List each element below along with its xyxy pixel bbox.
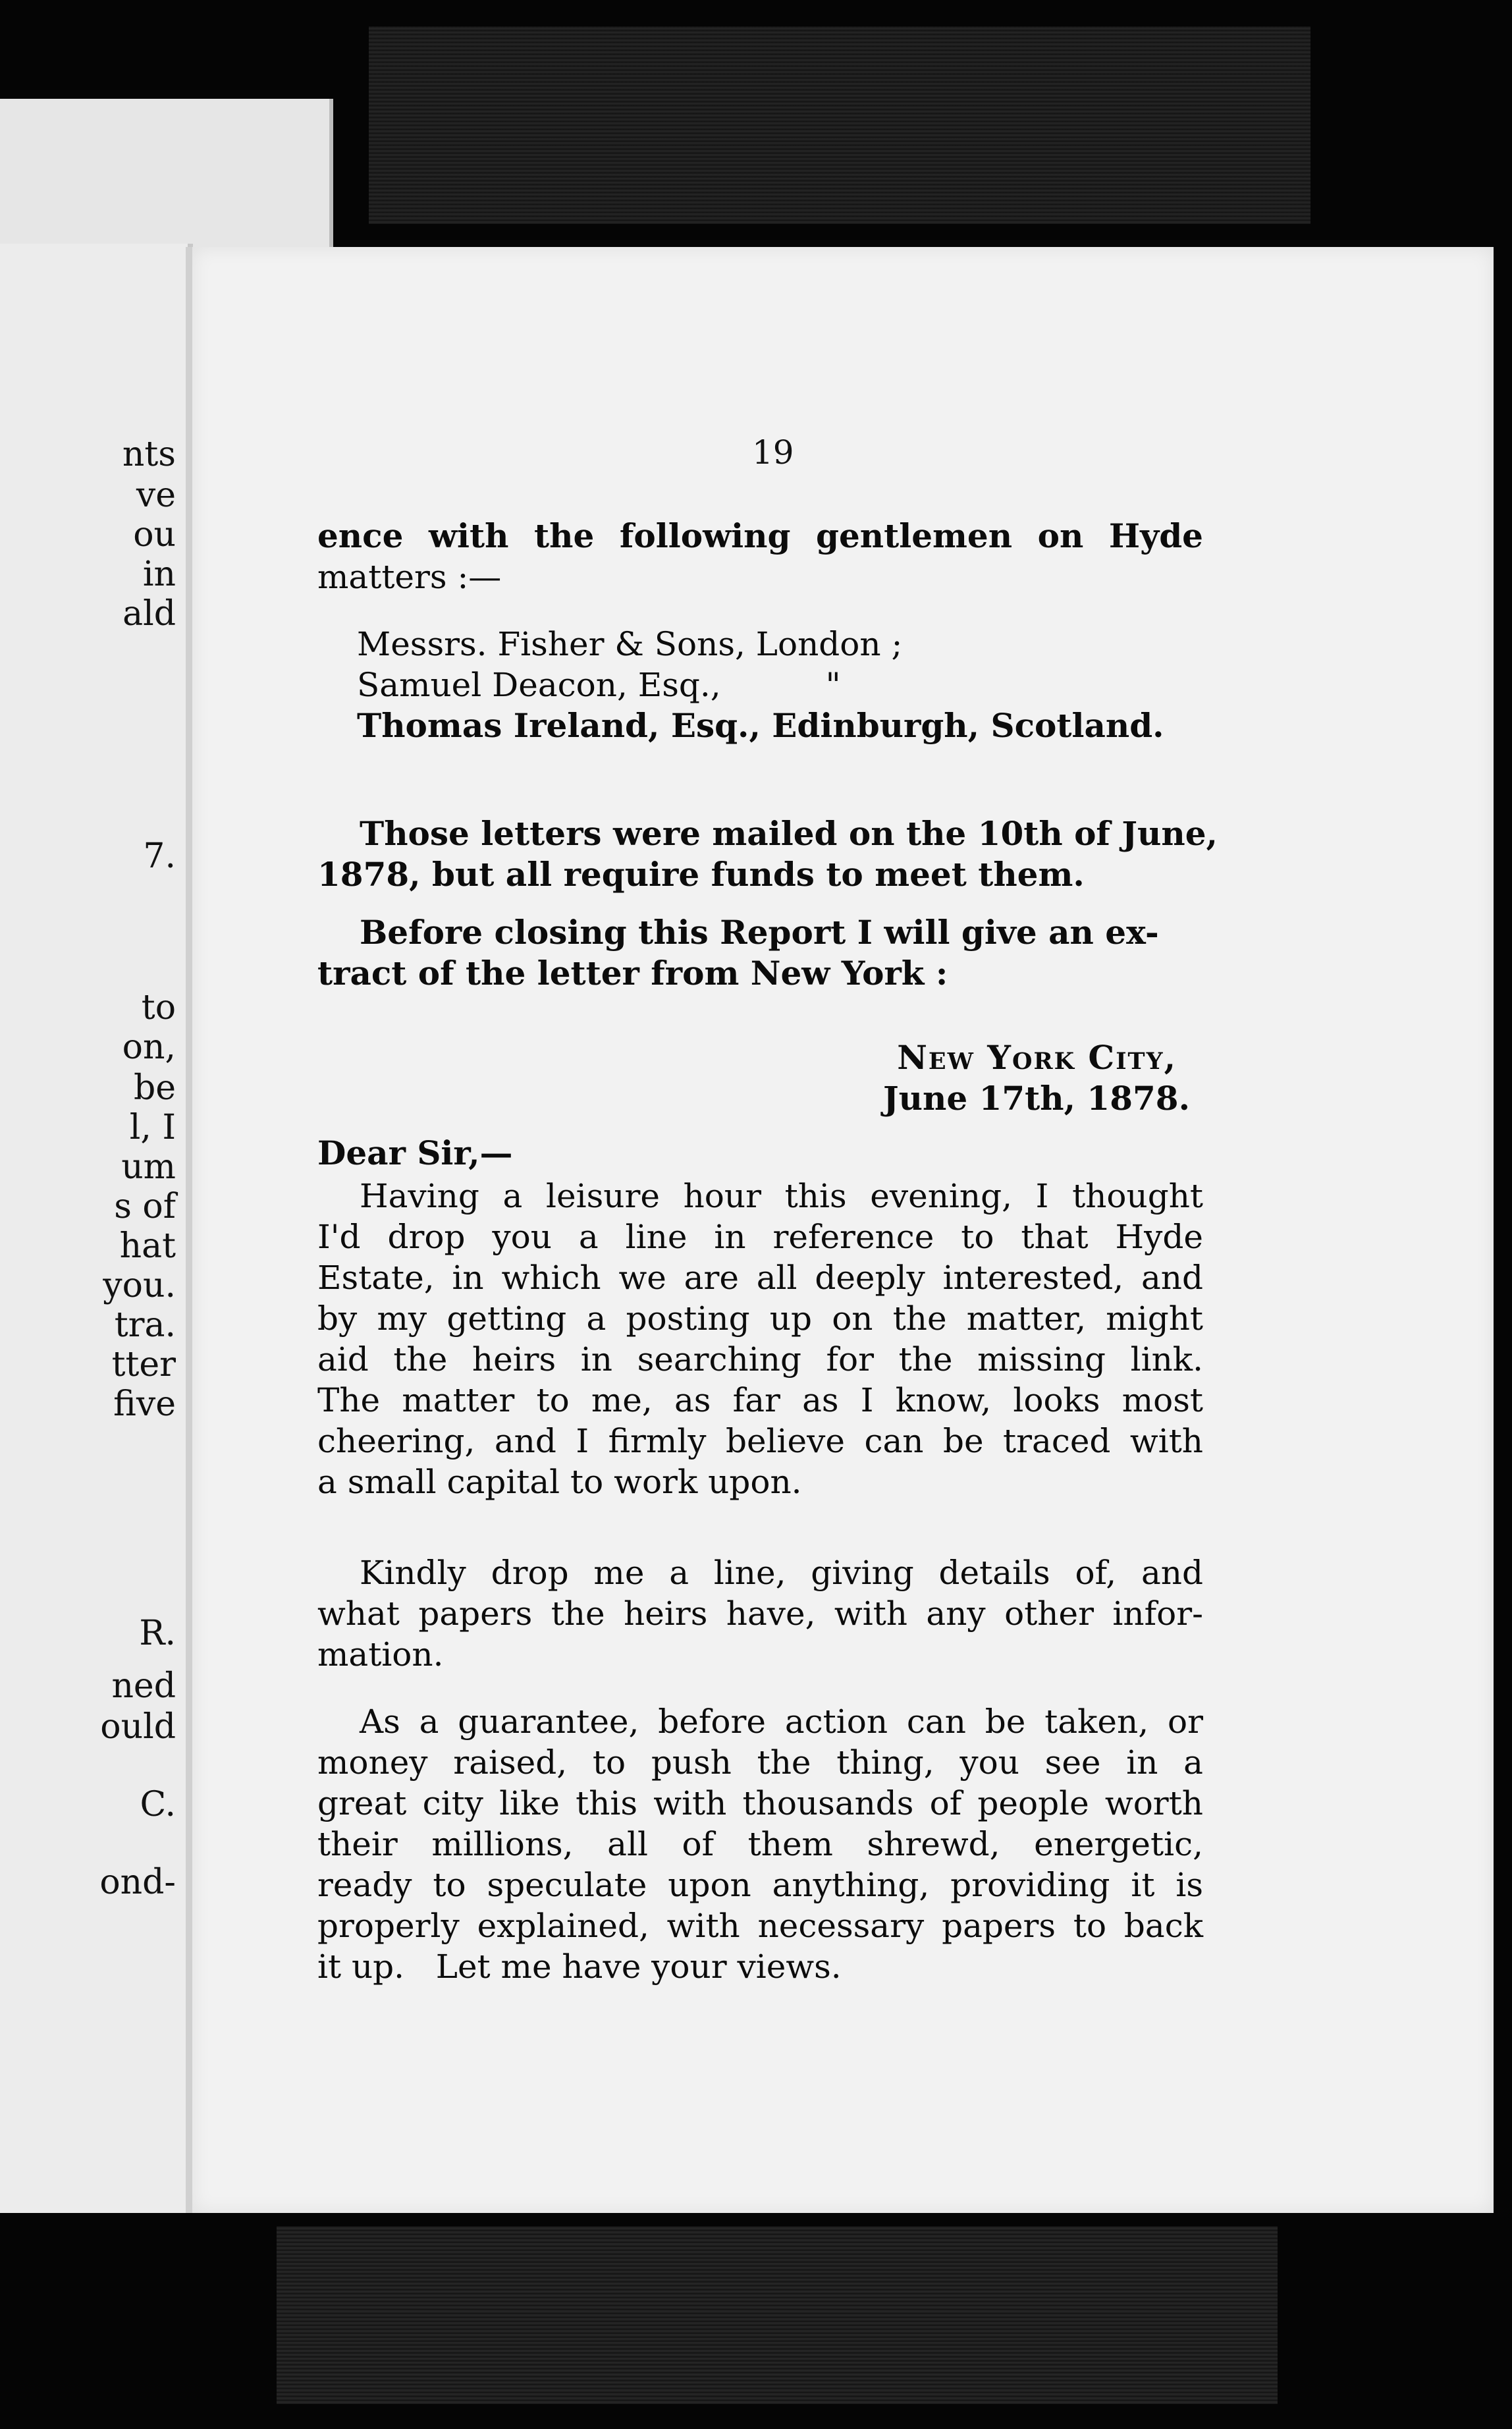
- left-page-fragment: ald: [122, 594, 176, 634]
- letter-date: June 17th, 1878.: [883, 1079, 1190, 1118]
- left-facing-page: [0, 244, 193, 2213]
- text-line: aid the heirs in searching for the missing link.: [317, 1340, 1203, 1378]
- left-page-fragment: l, I: [129, 1108, 176, 1147]
- left-page-fragment: ould: [100, 1707, 176, 1747]
- left-page-fragment: hat: [119, 1226, 176, 1266]
- text-line: money raised, to push the thing, you see in a: [317, 1743, 1203, 1782]
- text-line: what papers the heirs have, with any other infor-: [317, 1595, 1203, 1633]
- opening-paragraph: [317, 516, 1203, 597]
- dark-background-band-bottom: [277, 2226, 1278, 2404]
- letter-place: New York City,: [897, 1038, 1177, 1077]
- text-line: Kindly drop me a line, giving details of, and: [360, 1554, 1203, 1592]
- left-page-fragment: tra.: [114, 1305, 176, 1345]
- text-line: cheering, and I firmly believe can be traced with: [317, 1422, 1203, 1460]
- text-line: great city like this with thousands of people worth: [317, 1784, 1203, 1822]
- text-line: mation.: [317, 1635, 444, 1674]
- left-page-fragment: R.: [139, 1614, 176, 1653]
- left-page-fragment: to: [141, 988, 176, 1027]
- text-line: Those letters were mailed on the 10th of June,: [360, 814, 1218, 853]
- recipient-line: Samuel Deacon, Esq., ": [357, 666, 841, 704]
- left-page-fragment: ned: [111, 1666, 176, 1706]
- left-page-fragment: on,: [122, 1027, 176, 1067]
- letter-paragraph-2: [317, 1552, 1203, 1675]
- text-line: Estate, in which we are all deeply interested, and: [317, 1259, 1203, 1297]
- text-line: ence with the following gentlemen on Hyde: [317, 516, 1203, 555]
- text-line: 1878, but all require funds to meet them.: [317, 855, 1085, 894]
- text-line: Before closing this Report I will give an ex-: [360, 913, 1159, 952]
- text-line: Having a leisure hour this evening, I thought: [360, 1177, 1203, 1215]
- text-line: a small capital to work upon.: [317, 1463, 802, 1501]
- recipient-list: [317, 624, 1203, 746]
- text-line: I'd drop you a line in reference to that Hyde: [317, 1218, 1203, 1256]
- page-number: 19: [752, 433, 794, 472]
- paragraph-extract-intro: [317, 912, 1203, 994]
- text-line: The matter to me, as far as I know, looks most: [317, 1381, 1203, 1419]
- left-page-fragment: s of: [114, 1187, 176, 1226]
- left-page-fragment: you.: [103, 1266, 176, 1305]
- left-page-fragment: C.: [140, 1785, 176, 1824]
- text-line: properly explained, with necessary papers to back: [317, 1907, 1203, 1945]
- letter-paragraph-1: [317, 1176, 1203, 1502]
- letter-heading: [317, 1037, 1203, 1119]
- text-line: matters :—: [317, 558, 502, 596]
- left-page-fragment: ve: [136, 476, 176, 515]
- left-page-fragment: um: [121, 1147, 176, 1187]
- letter-salutation: [317, 1133, 1203, 1174]
- left-page-fragment: five: [113, 1384, 176, 1424]
- text-line: by my getting a posting up on the matter, might: [317, 1299, 1203, 1338]
- left-page-fragment: tter: [111, 1345, 176, 1384]
- left-page-fragment: be: [133, 1068, 176, 1108]
- text-line: As a guarantee, before action can be taken, or: [360, 1703, 1203, 1741]
- left-page-fragment: ou: [133, 515, 176, 555]
- recipient-line: Thomas Ireland, Esq., Edinburgh, Scotland.: [357, 706, 1164, 745]
- text-line: ready to speculate upon anything, providing it is: [317, 1866, 1203, 1904]
- paper-scrap: [0, 99, 333, 250]
- letter-paragraph-3: [317, 1701, 1203, 1987]
- left-page-fragment: ond-: [99, 1863, 176, 1902]
- left-page-fragment: 7.: [143, 836, 176, 876]
- left-page-fragment: nts: [122, 435, 176, 474]
- salutation: Dear Sir,—: [317, 1133, 513, 1172]
- recipient-line: Messrs. Fisher & Sons, London ;: [357, 625, 903, 663]
- paragraph-letters-mailed: [317, 813, 1218, 895]
- left-page-fragment: in: [142, 555, 176, 594]
- book-page: [186, 247, 1494, 2213]
- text-line: tract of the letter from New York :: [317, 954, 948, 993]
- dark-background-band-top: [369, 26, 1310, 224]
- text-line: it up. Let me have your views.: [317, 1948, 842, 1986]
- text-line: their millions, all of them shrewd, energetic,: [317, 1825, 1203, 1863]
